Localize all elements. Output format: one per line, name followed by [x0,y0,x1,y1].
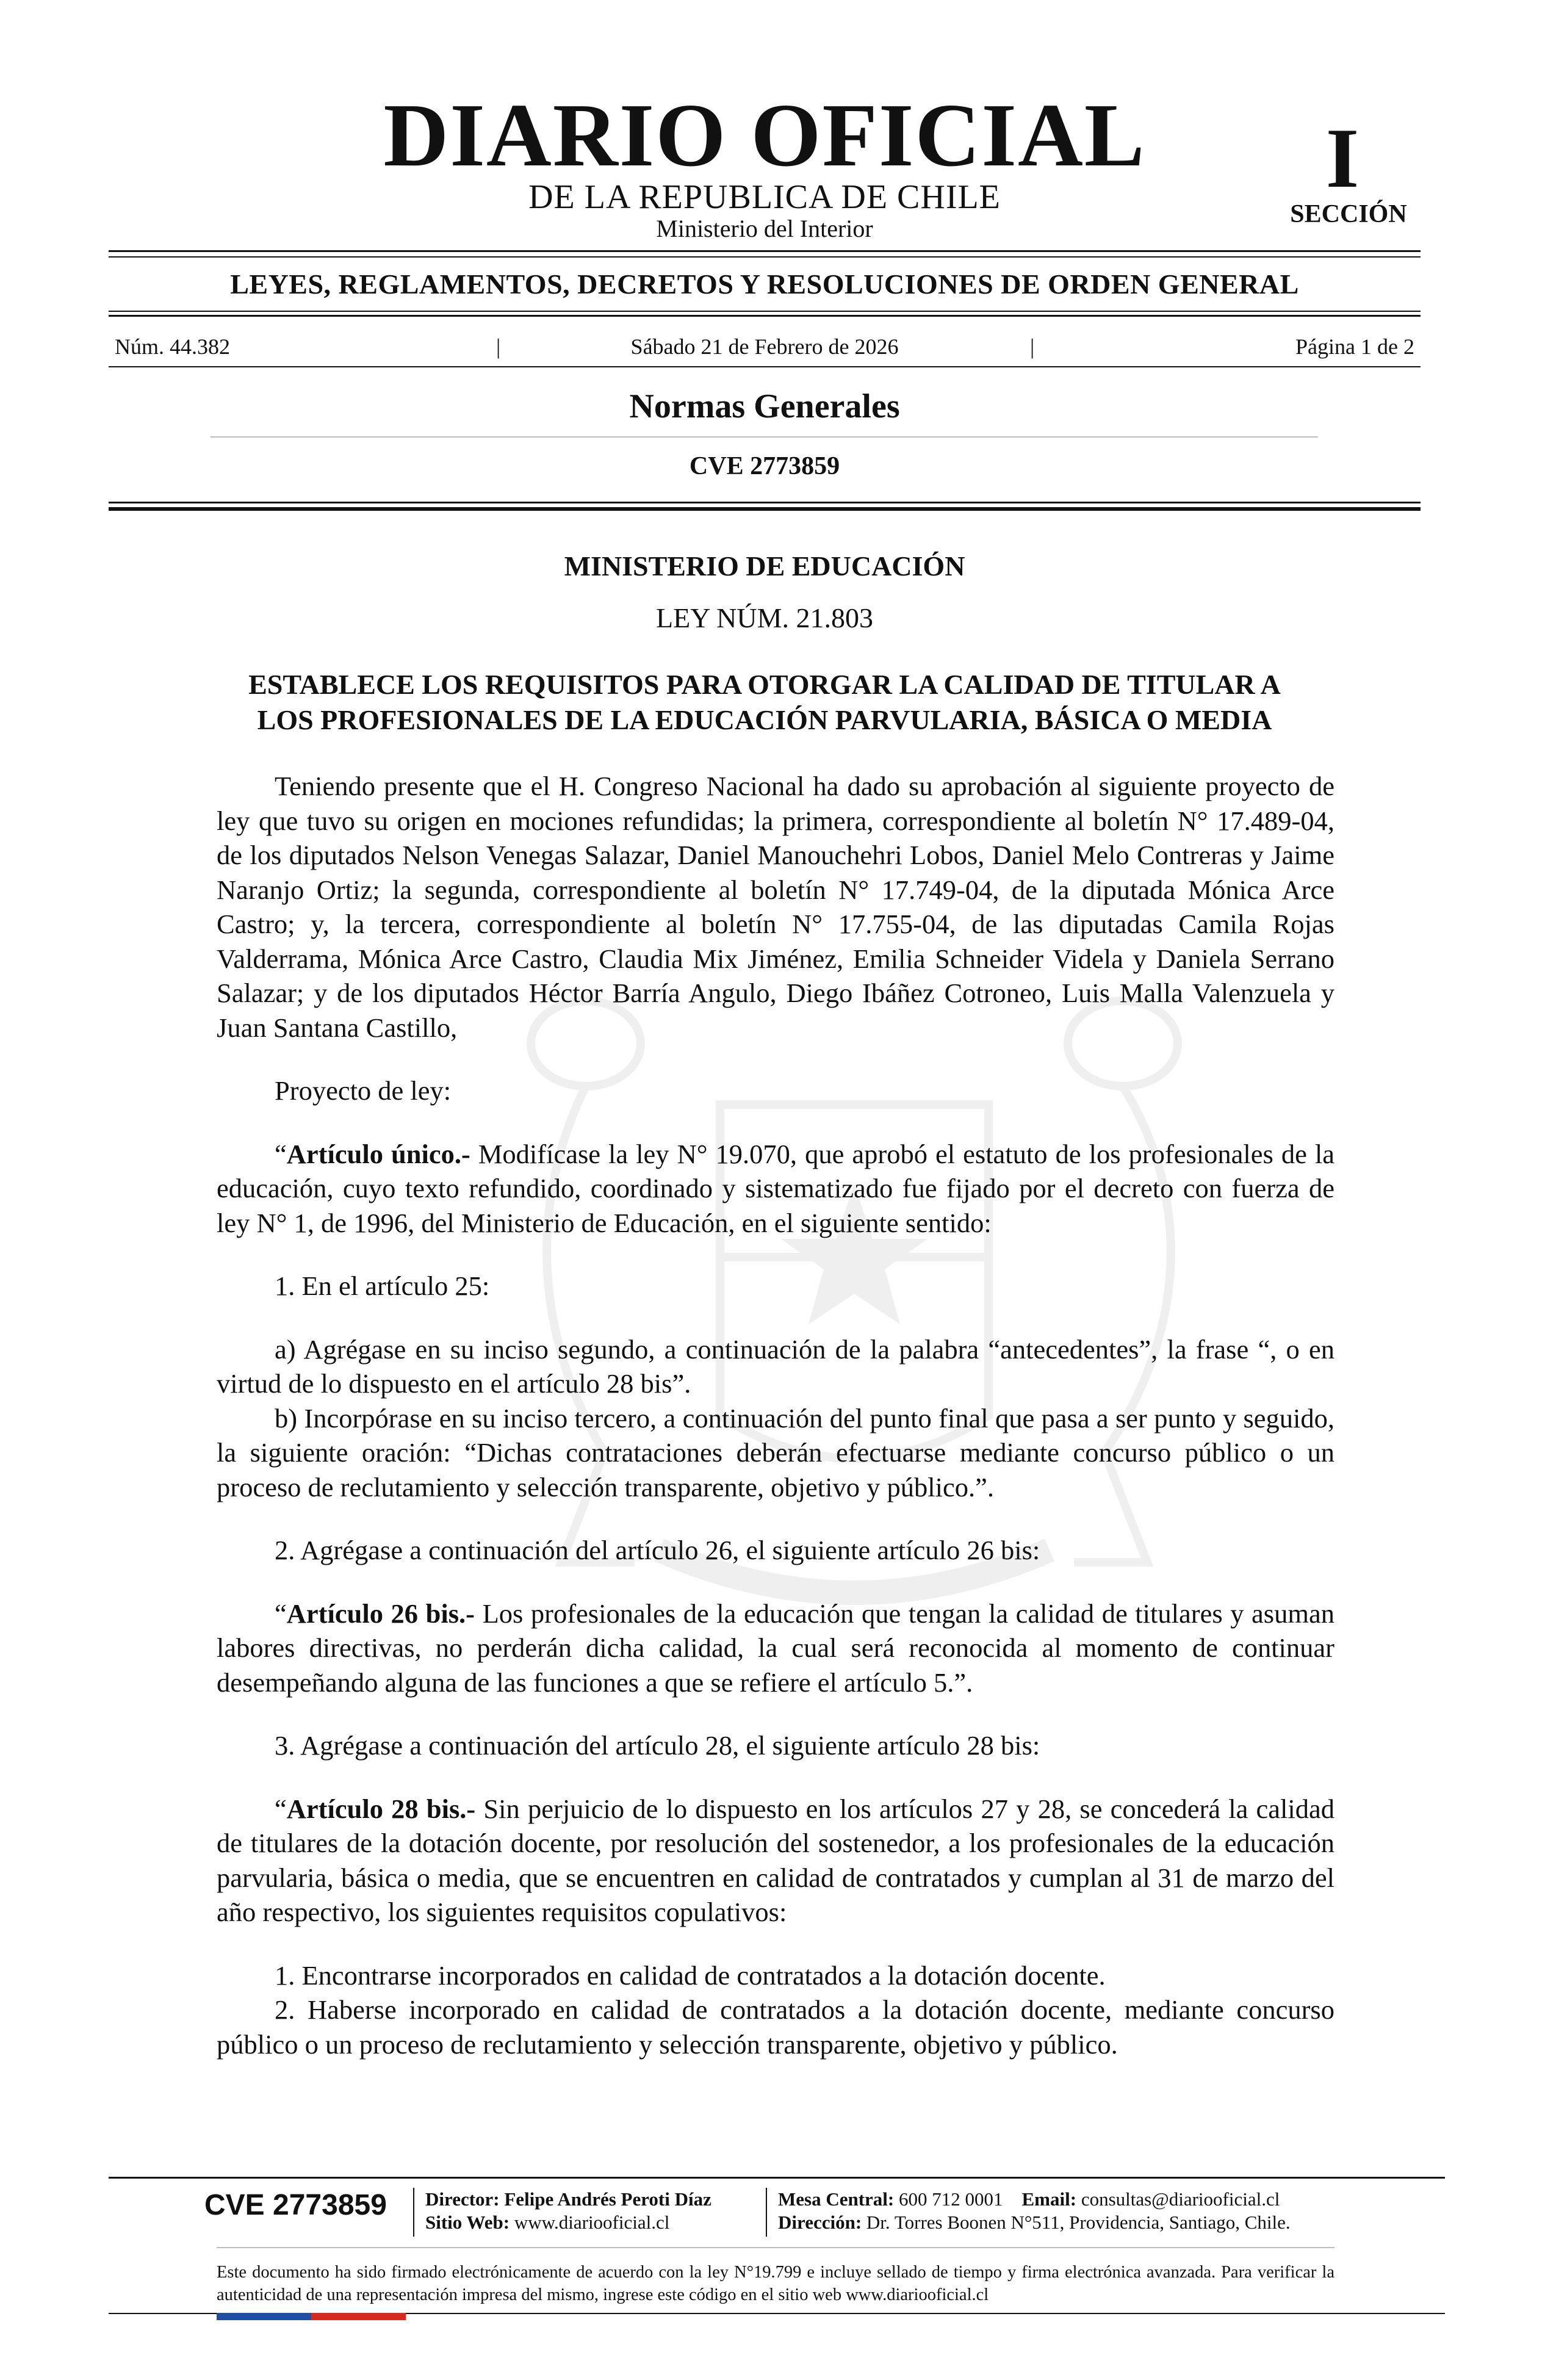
mesa-label: Mesa Central: [778,2188,895,2210]
articulo-26-bis-paragraph [217,1596,1334,1700]
meta-rule [109,366,1421,367]
email-link[interactable]: consultas@diariooficial.cl [1081,2188,1280,2210]
footer-director-block [425,2188,711,2234]
section-label: SECCIÓN [1290,200,1407,228]
articulo-26-bis-label: Artículo 26 bis.- [286,1598,475,1629]
articulo-28-bis-label: Artículo 28 bis.- [286,1793,476,1824]
issue-number: Núm. 44.382 [115,334,230,359]
issue-meta-row [115,334,1414,359]
header-rule-top [109,502,1421,503]
open-quote: “ [275,1793,287,1824]
footer-director [425,2188,711,2211]
footer-divider [766,2188,767,2237]
masthead-title: DIARIO OFICIAL [383,85,1146,186]
law-title [217,667,1313,738]
articulo-unico-label: Artículo único.- [286,1138,470,1169]
footer-address [778,2211,1291,2234]
masthead-rule-bottom [109,256,1421,258]
articulo-28-bis-text: Sin perjuicio de lo dispuesto en los artículos 27 y 28, se concederá la calidad de titulares de la dotación docente, por resolución del sostenedor, a los profesionales de la educación parvularia, básica o media, que se encuentren en calidad de contratados y cumplan al 31 de marzo del año respectivo, los siguientes requisitos copulativos: [217,1793,1335,1927]
category-rule-top [109,311,1421,312]
requirement-2: 2. Haberse incorporado en calidad de contratados a la dotación docente, mediante concurso público o un proceso de reclutamiento y selección transparente, objetivo y público. [217,1994,1334,2060]
masthead-subtitle: DE LA REPUBLICA DE CHILE [528,178,1001,216]
section-number: I [1325,111,1360,206]
site-label: Sitio Web: [425,2212,510,2233]
flag-blue-segment [217,2313,311,2320]
open-quote: “ [275,1138,287,1169]
chile-flag-stripe [217,2313,406,2320]
header-rule-bottom [109,507,1421,511]
footer-legal-notice: Este documento ha sido firmado electrónicamente de acuerdo con la ley N°19.799 e incluye sellado de tiempo y firma electrónica avanzada. Para verificar la autenticidad de una representación impresa del mismo, ingrese este código en el sitio web www.diariooficial.cl [217,2263,1334,2304]
director-label: Director: [425,2188,500,2210]
footer-site [425,2211,711,2234]
proyecto-paragraph: Proyecto de ley: [275,1075,452,1106]
meta-separator: | [1030,334,1035,359]
footer-legal-divider [217,2247,1334,2248]
address-value: Dr. Torres Boonen N°511, Providencia, Santiago, Chile. [866,2212,1291,2233]
site-link[interactable]: www.diariooficial.cl [514,2212,670,2233]
category-heading: LEYES, REGLAMENTOS, DECRETOS Y RESOLUCIONES DE ORDEN GENERAL [230,269,1299,300]
masthead-ministry: Ministerio del Interior [656,215,873,242]
articulo-26-bis-text: Los profesionales de la educación que tengan la calidad de titulares y asuman labores directivas, no perderán dicha calidad, la cual será reconocida al momento de continuar desempeñando alguna de las funciones a que se refiere el artículo 5.”. [217,1598,1334,1698]
footer-cve: CVE 2773859 [204,2189,387,2221]
item-3: 3. Agrégase a continuación del artículo 28, el siguiente artículo 28 bis: [275,1730,1040,1761]
articulo-unico-text: Modifícase la ley N° 19.070, que aprobó el estatuto de los profesionales de la educación, cuyo texto refundido, coordinado y sistematizado fue fijado por el decreto con fuerza de ley N° 1, de 1996, del Ministerio de Educación, en el siguiente sentido: [217,1138,1334,1238]
requirement-1: 1. Encontrarse incorporados en calidad de contratados a la dotación docente. [275,1960,1106,1991]
footer-mesa [778,2188,1291,2211]
law-body [217,769,1334,2061]
law-title-line: LOS PROFESIONALES DE LA EDUCACIÓN PARVULARIA, BÁSICA O MEDIA [257,704,1272,735]
category-rule-bottom [109,315,1421,317]
articulo-unico-paragraph [217,1137,1334,1241]
mesa-value: 600 712 0001 [899,2188,1003,2210]
email-label: Email: [1021,2188,1077,2210]
law-title-line: ESTABLECE LOS REQUISITOS PARA OTORGAR LA CALIDAD DE TITULAR A [248,669,1281,700]
meta-separator: | [496,334,501,359]
open-quote: “ [275,1598,287,1629]
section-title-divider [211,436,1318,438]
issue-date: Sábado 21 de Febrero de 2026 [630,334,899,359]
law-number: LEY NÚM. 21.803 [655,602,874,633]
articulo-28-bis-paragraph [217,1792,1334,1930]
section-title: Normas Generales [629,388,900,425]
address-label: Dirección: [778,2212,862,2233]
header-cve: CVE 2773859 [689,452,840,480]
masthead-rule-top [109,250,1421,252]
footer-rule-top [109,2177,1445,2179]
page-indicator: Página 1 de 2 [1295,334,1414,359]
item-1b: b) Incorpórase en su inciso tercero, a continuación del punto final que pasa a ser punto y seguido, la siguiente oración: “Dichas contrataciones deberán efectuarse mediante concurso público o un proceso de reclutamiento y selección transparente, objetivo y público.”. [217,1402,1334,1502]
intro-paragraph: Teniendo presente que el H. Congreso Nacional ha dado su aprobación al siguiente proyecto de ley que tuvo su origen en mociones refundidas; la primera, correspondiente al boletín N° 17.489-04, de los diputados Nelson Venegas Salazar, Daniel Manouchehri Lobos, Daniel Melo Contreras y Jaime Naranjo Ortiz; la segunda, correspondiente al boletín N° 17.749-04, de la diputada Mónica Arce Castro; y, la tercera, correspondiente al boletín N° 17.755-04, de las diputadas Camila Rojas Valderrama, Mónica Arce Castro, Claudia Mix Jiménez, Emilia Schneider Videla y Daniela Serrano Salazar; y de los diputados Héctor Barría Angulo, Diego Ibáñez Cotroneo, Luis Malla Valenzuela y Juan Santana Castillo, [217,771,1334,1043]
footer-divider [413,2188,414,2237]
document-ministry: MINISTERIO DE EDUCACIÓN [564,550,965,582]
item-2: 2. Agrégase a continuación del artículo 26, el siguiente artículo 26 bis: [275,1535,1040,1565]
item-1: 1. En el artículo 25: [275,1271,490,1301]
footer-contact-block [778,2188,1291,2234]
item-1a: a) Agrégase en su inciso segundo, a continuación de la palabra “antecedentes”, la frase “, o en virtud de lo dispuesto en el artículo 28 bis”. [217,1333,1334,1399]
flag-red-segment [311,2313,406,2320]
director-value: Felipe Andrés Peroti Díaz [504,2188,711,2210]
